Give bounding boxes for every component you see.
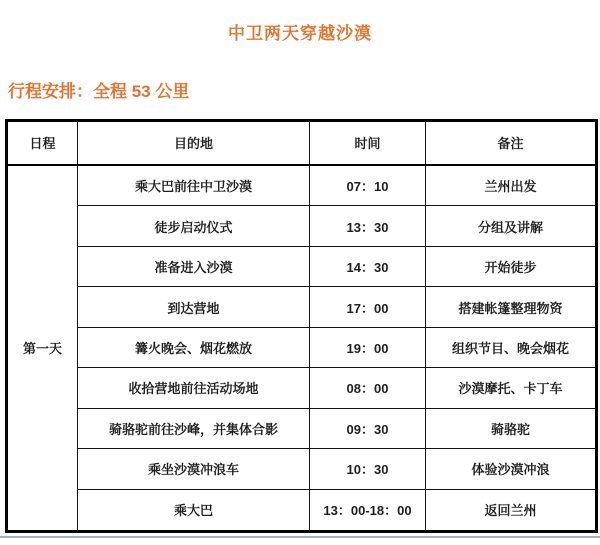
note-cell: 搭建帐篷整理物资	[426, 287, 597, 327]
note-cell: 返回兰州	[426, 489, 597, 532]
time-cell: 08：00	[310, 368, 426, 408]
table-row	[7, 246, 597, 286]
time-cell: 10：30	[310, 449, 426, 489]
table-row	[7, 408, 597, 448]
column-header-day: 日程	[7, 121, 78, 165]
destination-cell: 准备进入沙漠	[78, 246, 310, 286]
time-cell: 09：30	[310, 408, 426, 448]
note-cell: 沙漠摩托、卡丁车	[426, 368, 597, 408]
table-bottom-shadow	[0, 536, 600, 538]
itinerary-table	[5, 119, 598, 533]
column-header-note: 备注	[426, 121, 597, 165]
table-row	[7, 368, 597, 408]
destination-cell: 乘大巴	[78, 489, 310, 532]
table-row	[7, 449, 597, 489]
table-row	[7, 327, 597, 367]
note-cell: 开始徒步	[426, 246, 597, 286]
time-cell: 13：30	[310, 206, 426, 246]
note-cell: 体验沙漠冲浪	[426, 449, 597, 489]
time-cell: 19：00	[310, 327, 426, 367]
table-row	[7, 165, 597, 206]
note-cell: 骑骆驼	[426, 408, 597, 448]
destination-cell: 徒步启动仪式	[78, 206, 310, 246]
note-cell: 分组及讲解	[426, 206, 597, 246]
itinerary-subtitle: 行程安排：全程 53 公里	[8, 82, 190, 101]
page-title: 中卫两天穿越沙漠	[228, 24, 372, 43]
table-row	[7, 206, 597, 246]
time-cell: 07：10	[310, 165, 426, 206]
destination-cell: 到达营地	[78, 287, 310, 327]
note-cell: 组织节目、晚会烟花	[426, 327, 597, 367]
table-row	[7, 489, 597, 532]
column-header-destination: 目的地	[78, 121, 310, 165]
destination-cell: 骑骆驼前往沙峰，并集体合影	[78, 408, 310, 448]
column-header-time: 时间	[310, 121, 426, 165]
day-label: 第一天	[7, 165, 78, 532]
time-cell: 13：00-18：00	[310, 489, 426, 532]
destination-cell: 收拾营地前往活动场地	[78, 368, 310, 408]
table-row	[7, 287, 597, 327]
time-cell: 17：00	[310, 287, 426, 327]
header-row	[7, 121, 597, 165]
destination-cell: 篝火晚会、烟花燃放	[78, 327, 310, 367]
destination-cell: 乘坐沙漠冲浪车	[78, 449, 310, 489]
time-cell: 14：30	[310, 246, 426, 286]
destination-cell: 乘大巴前往中卫沙漠	[78, 165, 310, 206]
note-cell: 兰州出发	[426, 165, 597, 206]
